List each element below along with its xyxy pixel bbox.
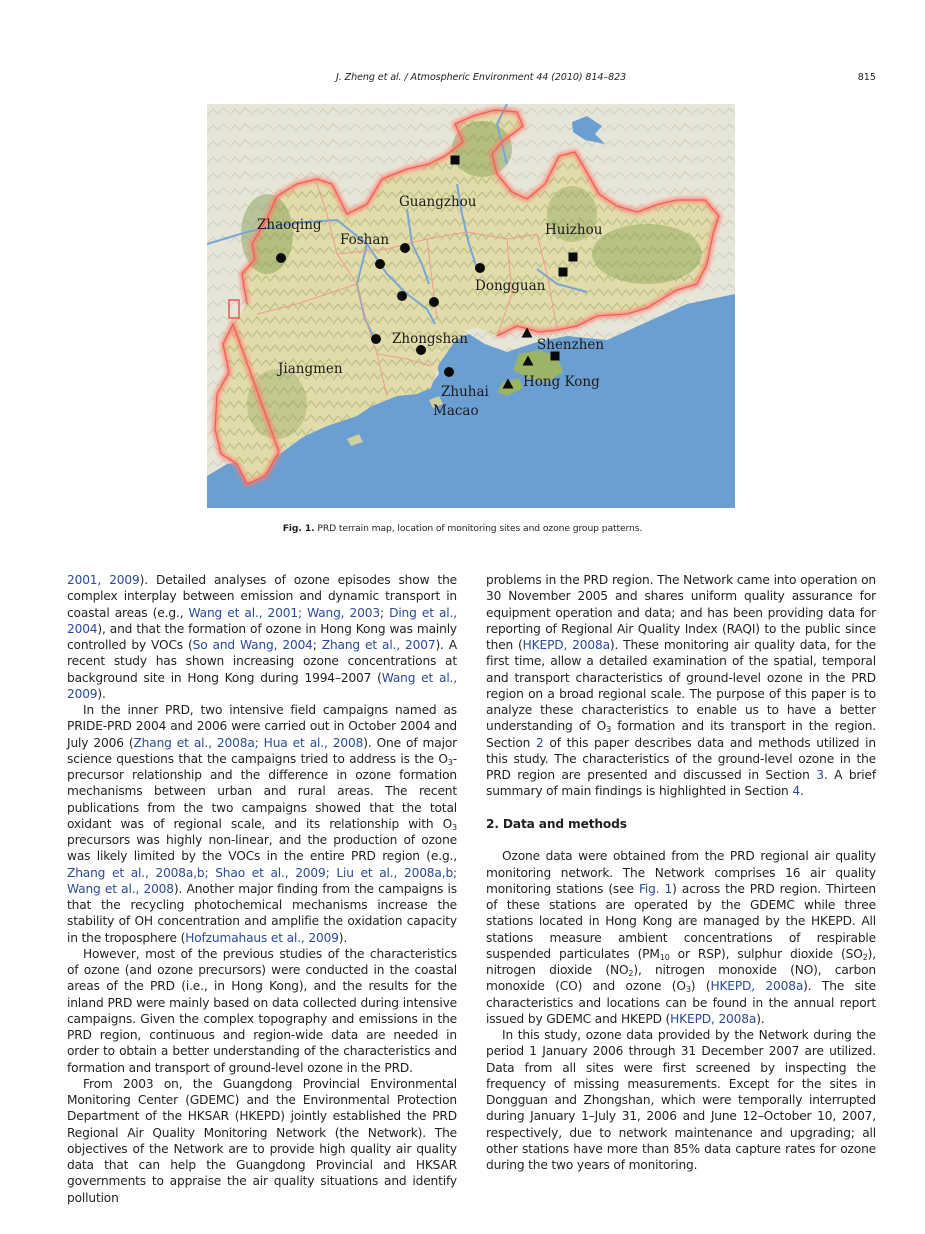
journal-citation: J. Zheng et al. / Atmospheric Environment 44 (2010) 814–823: [336, 72, 627, 83]
city-label: Shenzhen: [537, 337, 605, 353]
circle-site-marker: [371, 334, 381, 344]
citation-link[interactable]: Ding et al., 2004: [67, 605, 457, 636]
section-2-paragraphs: [486, 848, 876, 1173]
citation-link[interactable]: Zhang et al., 2007: [321, 638, 436, 652]
citation-link[interactable]: Wang et al., 2009: [67, 670, 458, 701]
citation-link[interactable]: 2: [536, 735, 544, 750]
paragraph: Ozone data were obtained from the PRD regional air quality monitoring network. The Network comprises 16 air quality monitoring stations (see Fig. 1) across the PRD region. Thirteen of these stations are operated by the GDEMC while three stations located in Hong Kong are managed by the HKEPD. All stations measure ambient concentrations of respirable suspended particulates ($PM_{10}$ or RSP), sulphur dioxide $(SO_2)$, nitrogen dioxide $(NO_2)$, nitrogen monoxide (NO), carbon monoxide (CO) and ozone $(O_3)$ (HKEPD, 2008a). The site characteristics and locations can be found in the annual report issued by GDEMC and HKEPD (HKEPD, 2008a).: [486, 849, 876, 1026]
city-label: Zhuhai: [441, 384, 489, 400]
city-label: Guangzhou: [399, 194, 477, 210]
city-label: Huizhou: [545, 222, 603, 238]
subscript: 3: [606, 725, 612, 735]
citation-link[interactable]: Zhang et al., 2008a; Hua et al., 2008: [133, 735, 364, 750]
citation-link[interactable]: 4: [792, 784, 800, 799]
subscript: 3: [685, 985, 691, 995]
city-label: Foshan: [340, 232, 390, 248]
circle-site-marker: [276, 253, 286, 263]
circle-site-marker: [444, 367, 454, 377]
subscript: 10: [659, 952, 670, 962]
city-label: Macao: [433, 403, 479, 419]
square-site-marker: [559, 268, 568, 277]
circle-site-marker: [375, 259, 385, 269]
paragraph: 2001, 2009). Detailed analyses of ozone episodes show the complex interplay between emission and dynamic transport in coastal areas (e.g., Wang et al., 2001; Wang, 2003; Ding et al., 2004), and that the formation of ozone in Hong Kong was mainly controlled by VOCs (So and Wang, 2004; Zhang et al., 2007). A recent study has shown increasing ozone concentrations at background site in Hong Kong during 1994–2007 (Wang et al., 2009).: [67, 573, 458, 701]
city-label: Zhaoqing: [257, 217, 322, 233]
terrain-map: [207, 104, 735, 508]
citation-link[interactable]: Zhang et al., 2008a,b; Shao et al., 2009; Liu et al., 2008a,b; Wang et al., 2008: [67, 865, 457, 896]
subscript: 3: [452, 822, 457, 832]
figure-prd-terrain-map: [207, 104, 735, 508]
paragraph: In this study, ozone data provided by the Network during the period 1 January 2006 through 31 December 2007 are utilized. Data from all sites were first screened by inspecting the frequency of missing measurements. Except for the sites in Dongguan and Zhongshan, which were temporally interrupted during January 1–July 31, 2006 and June 12–October 10, 2007, respectively, due to network maintenance and upgrading; all other stations have more than 85% data capture rates for ozone during the two years of monitoring.: [486, 1028, 876, 1172]
right-column: [486, 572, 876, 1173]
page-number: 815: [857, 72, 876, 83]
citation-link[interactable]: 3: [816, 768, 824, 782]
citation-link[interactable]: Wang et al., 2001; Wang, 2003: [188, 605, 380, 620]
city-label: Dongguan: [475, 278, 546, 294]
subscript: 3: [447, 757, 453, 767]
paragraph: problems in the PRD region. The Network came into operation on 30 November 2005 and shares uniform quality assurance for equipment operation and data; and has been providing data for reporting of Regional Air Quality Index (RAQI) to the public since then (HKEPD, 2008a). These monitoring air quality data, for the first time, allow a detailed examination of the spatial, temporal and transport characteristics of ground-level ozone in the PRD region on a broad regional scale. The purpose of this paper is to analyze these characteristics to enable us to have a better understanding of $O_3$ formation and its transport in the region. Section 2 of this paper describes data and methods utilized in this study. The characteristics of the ground-level ozone in the PRD region are presented and discussed in Section 3. A brief summary of main findings is highlighted in Section 4.: [486, 573, 876, 799]
circle-site-marker: [475, 263, 485, 273]
running-head: [0, 72, 925, 88]
circle-site-marker: [400, 243, 410, 253]
citation-link[interactable]: So and Wang, 2004: [192, 638, 313, 652]
caption-label: Fig. 1.: [282, 523, 315, 534]
citation-link[interactable]: HKEPD, 2008a: [670, 1011, 757, 1026]
left-column: [67, 572, 457, 1206]
citation-link[interactable]: 2001, 2009: [67, 573, 140, 587]
citation-link[interactable]: Hofzumahaus et al., 2009: [185, 930, 339, 945]
city-label: Hong Kong: [523, 374, 600, 390]
square-site-marker: [569, 253, 578, 262]
circle-site-marker: [397, 291, 407, 301]
circle-site-marker: [429, 297, 439, 307]
right-intro-paragraph: [486, 572, 876, 800]
subscript: 2: [862, 952, 868, 962]
citation-link[interactable]: Fig. 1: [638, 881, 673, 896]
square-site-marker: [451, 156, 460, 165]
citation-link[interactable]: HKEPD, 2008a: [522, 638, 610, 652]
left-column-paragraphs: [67, 572, 457, 1206]
city-label: Jiangmen: [278, 361, 343, 377]
subscript: 2: [628, 969, 634, 978]
figure-caption: [0, 523, 925, 534]
city-label: Zhongshan: [392, 331, 468, 347]
paragraph: From 2003 on, the Guangdong Provincial Environmental Monitoring Center (GDEMC) and the Environmental Protection Department of the HKSAR (HKEPD) jointly established the PRD Regional Air Quality Monitoring Network (the Network). The objectives of the Network are to provide high quality air quality data that can help the Guangdong Provincial and HKSAR governments to appraise the air quality situations and identify pollution: [67, 1076, 457, 1205]
citation-link[interactable]: HKEPD, 2008a: [710, 979, 804, 994]
caption-text: PRD terrain map, location of monitoring sites and ozone group patterns.: [314, 523, 643, 534]
section-heading-data-and-methods: 2. Data and methods: [486, 816, 627, 831]
paragraph: However, most of the previous studies of the characteristics of ozone (and ozone precursors) were conducted in the coastal areas of the PRD (i.e., in Hong Kong), and the results for the inland PRD were mainly based on data collected during intensive campaigns. Given the complex topography and emissions in the PRD region, continuous and region-wide data are needed in order to obtain a better understanding of the characteristics and formation and transport of ground-level ozone in the PRD.: [67, 946, 457, 1075]
paragraph: In the inner PRD, two intensive field campaigns named as PRIDE-PRD 2004 and 2006 were carried out in October 2004 and July 2006 (Zhang et al., 2008a; Hua et al., 2008). One of major science questions that the campaigns tried to address is the $O_3$-precursor relationship and the difference in ozone formation mechanisms between urban and rural areas. The recent publications from the two campaigns showed that the total oxidant was of regional scale, and its relationship with $O_3$ precursors was highly non-linear, and the production of ozone was likely limited by the VOCs in the entire PRD region (e.g., Zhang et al., 2008a,b; Shao et al., 2009; Liu et al., 2008a,b; Wang et al., 2008). Another major finding from the campaigns is that the recycling photochemical mechanisms increase the stability of OH concentration and amplifie the oxidation capacity in the troposphere (Hofzumahaus et al., 2009).: [67, 703, 457, 945]
